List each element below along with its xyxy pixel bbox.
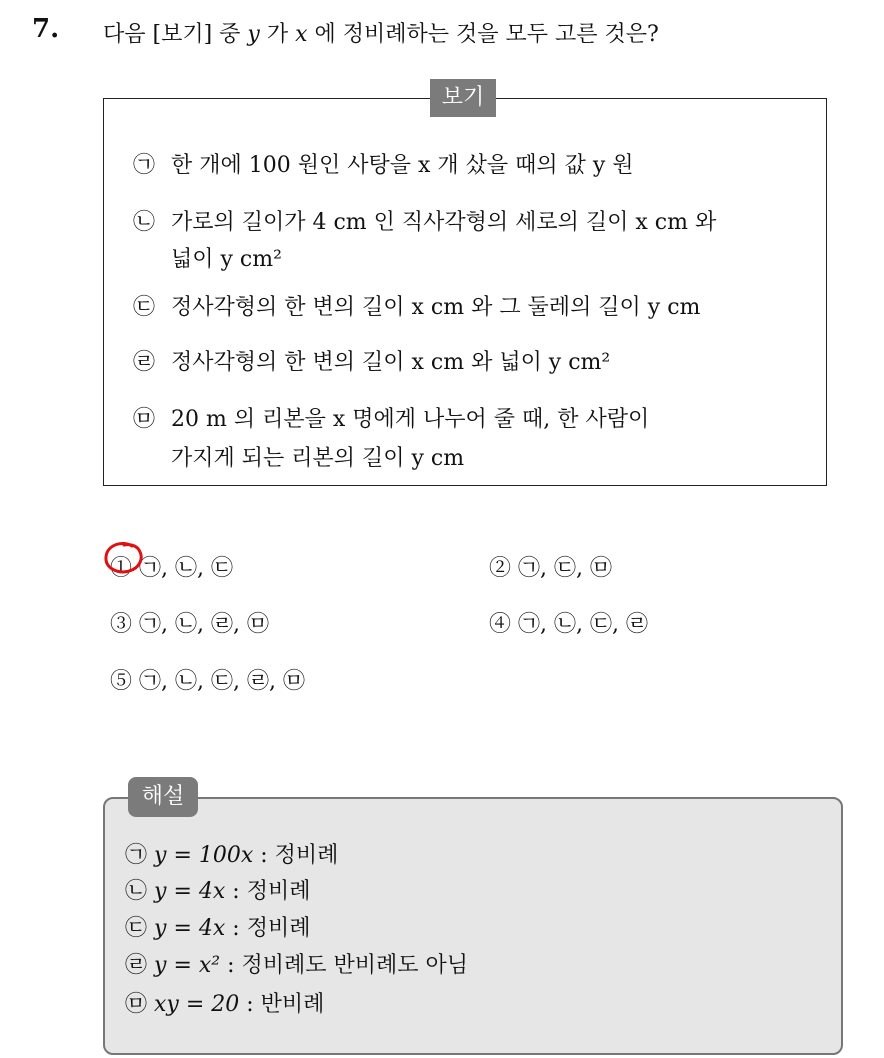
solution-marker: ㉣ [125, 953, 148, 978]
bogi-item [133, 148, 634, 179]
question-text-part: 가 [259, 22, 296, 47]
solution-line [125, 874, 310, 905]
bogi-item [133, 345, 610, 376]
choice-text: ㉠, ㉢, ㉤ [518, 556, 612, 581]
solution-line [125, 987, 324, 1018]
solution-marker: ㉡ [125, 879, 148, 904]
variable-y: y [247, 22, 260, 47]
solution-marker: ㉢ [125, 916, 148, 941]
bogi-item-text: 정사각형의 한 변의 길이 x cm 와 넓이 y cm² [171, 350, 611, 375]
bogi-item-marker: ㉠ [133, 153, 156, 178]
bogi-item-continuation: 가지게 되는 리본의 길이 y cm [171, 446, 465, 471]
solution-equation: y = 100x [154, 843, 254, 868]
choice-text: ㉠, ㉡, ㉣, ㉤ [139, 612, 269, 637]
solution-separator: : [225, 916, 247, 941]
variable-x: x [295, 22, 308, 47]
choice-number: ④ [489, 612, 512, 637]
bogi-item-text: 정사각형의 한 변의 길이 x cm 와 그 둘레의 길이 y cm [171, 295, 701, 320]
choice-number: ② [489, 556, 512, 581]
choice-3[interactable] [110, 607, 269, 638]
question-number: 7. [32, 14, 60, 44]
choice-4[interactable] [489, 607, 648, 638]
question-text [103, 17, 659, 48]
solution-label: 해설 [128, 777, 198, 817]
choice-number: ① [110, 556, 133, 581]
solution-result: 반비례 [260, 992, 325, 1017]
solution-marker: ㉤ [125, 992, 148, 1017]
choice-2[interactable] [489, 551, 612, 582]
bogi-item [133, 205, 716, 236]
bogi-item-continuation: 넓이 y cm² [171, 247, 282, 272]
choice-text: ㉠, ㉡, ㉢, ㉣ [518, 612, 648, 637]
bogi-item-marker: ㉣ [133, 350, 156, 375]
solution-equation: y = 4x [154, 879, 226, 904]
solution-separator: : [220, 953, 242, 978]
bogi-item-text: 20 m 의 리본을 x 명에게 나누어 줄 때, 한 사람이 [171, 407, 650, 432]
solution-result: 정비례 [246, 916, 311, 941]
solution-result: 정비례도 반비례도 아님 [241, 953, 469, 978]
bogi-item [133, 402, 649, 433]
choice-text: ㉠, ㉡, ㉢, ㉣, ㉤ [139, 669, 305, 694]
bogi-item-marker: ㉡ [133, 210, 156, 235]
choice-number: ⑤ [110, 669, 133, 694]
solution-separator: : [253, 843, 275, 868]
solution-separator: : [225, 879, 247, 904]
bogi-item [133, 290, 700, 321]
choice-1[interactable] [110, 551, 233, 582]
question-text-part: 에 정비례하는 것을 모두 고른 것은? [307, 22, 659, 47]
solution-separator: : [239, 992, 261, 1017]
solution-equation: xy = 20 [154, 992, 240, 1017]
bogi-item-marker: ㉤ [133, 407, 156, 432]
bogi-label: 보기 [430, 79, 496, 117]
question-text-part: 다음 [보기] 중 [103, 22, 248, 47]
solution-equation: y = 4x [154, 916, 226, 941]
bogi-item-marker: ㉢ [133, 295, 156, 320]
choice-text: ㉠, ㉡, ㉢ [139, 556, 233, 581]
solution-line [125, 948, 468, 979]
solution-line [125, 838, 338, 869]
solution-result: 정비례 [274, 843, 339, 868]
solution-equation: y = x² [154, 953, 221, 978]
solution-marker: ㉠ [125, 843, 148, 868]
choice-number: ③ [110, 612, 133, 637]
solution-result: 정비례 [246, 879, 311, 904]
choice-5[interactable] [110, 664, 305, 695]
solution-line [125, 911, 310, 942]
bogi-item-text: 가로의 길이가 4 cm 인 직사각형의 세로의 길이 x cm 와 [171, 210, 717, 235]
bogi-item-text: 한 개에 100 원인 사탕을 x 개 샀을 때의 값 y 원 [171, 153, 634, 178]
